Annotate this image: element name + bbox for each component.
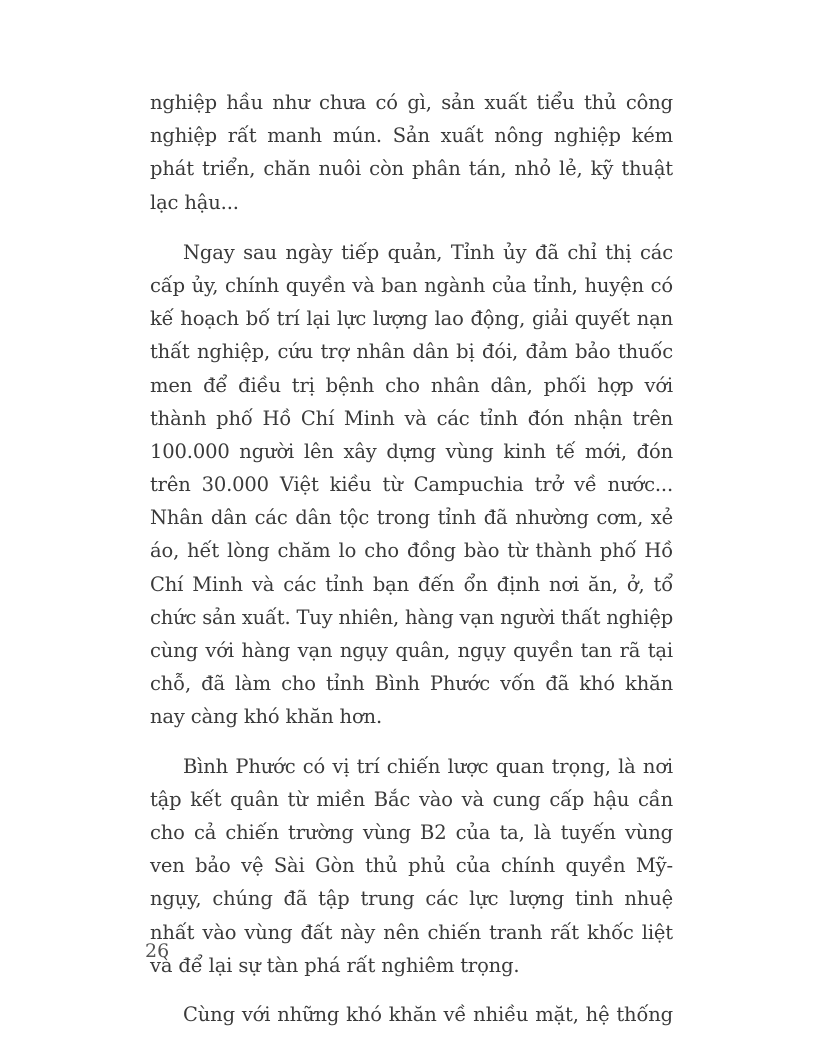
text-line: phát triển, chăn nuôi còn phân tán, nhỏ lẻ, kỹ thuật (150, 157, 673, 181)
paragraph-4 (150, 998, 673, 1031)
text-line: tập kết quân từ miền Bắc vào và cung cấp hậu cần (150, 787, 673, 811)
page-number: 26 (145, 940, 170, 962)
text-line: ngụy, chúng đã tập trung các lực lượng tinh nhuệ (150, 887, 673, 911)
text-line: 100.000 người lên xây dựng vùng kinh tế mới, đón (150, 439, 673, 463)
text-line: Chí Minh và các tỉnh bạn đến ổn định nơi ăn, ở, tổ (150, 572, 673, 596)
text-line: Nhân dân các dân tộc trong tỉnh đã nhường cơm, xẻ (150, 506, 673, 530)
text-line: nghiệp hầu như chưa có gì, sản xuất tiểu thủ công (150, 91, 673, 114)
text-line: chức sản xuất. Tuy nhiên, hàng vạn người thất nghiệp (150, 605, 673, 629)
text-line: nay càng khó khăn hơn. (150, 705, 383, 729)
text-line: áo, hết lòng chăm lo cho đồng bào từ thành phố Hồ (150, 539, 673, 563)
text-line: thành phố Hồ Chí Minh và các tỉnh đón nhận trên (150, 406, 673, 430)
text-line: ven bảo vệ Sài Gòn thủ phủ của chính quyền Mỹ- (150, 854, 673, 878)
text-line: cho cả chiến trường vùng B2 của ta, là tuyến vùng (150, 820, 673, 844)
text-line: thất nghiệp, cứu trợ nhân dân bị đói, đảm bảo thuốc (150, 340, 673, 364)
text-line: Ngay sau ngày tiếp quản, Tỉnh ủy đã chỉ thị các (183, 240, 673, 264)
page-body (150, 86, 673, 1047)
paragraph-1 (150, 86, 673, 219)
text-line: lạc hậu... (150, 190, 239, 214)
text-line: Bình Phước có vị trí chiến lược quan trọng, là nơi (183, 754, 673, 778)
text-line: trên 30.000 Việt kiều từ Campuchia trở về nước... (150, 473, 673, 497)
text-line: cấp ủy, chính quyền và ban ngành của tỉnh, huyện có (150, 273, 673, 297)
text-line: kế hoạch bố trí lại lực lượng lao động, giải quyết nạn (150, 307, 673, 331)
paragraph-2 (150, 236, 673, 734)
text-line: nhất vào vùng đất này nên chiến tranh rất khốc liệt (150, 920, 673, 944)
text-line: men để điều trị bệnh cho nhân dân, phối hợp với (150, 373, 673, 397)
text-line: Cùng với những khó khăn về nhiều mặt, hệ thống (183, 1002, 673, 1026)
text-line: cùng với hàng vạn ngụy quân, ngụy quyền tan rã tại (150, 639, 673, 662)
text-line: và để lại sự tàn phá rất nghiêm trọng. (150, 953, 520, 977)
paragraph-3 (150, 750, 673, 982)
text-line: nghiệp rất manh mún. Sản xuất nông nghiệp kém (150, 124, 673, 148)
text-line: chỗ, đã làm cho tỉnh Bình Phước vốn đã khó khăn (150, 672, 673, 696)
